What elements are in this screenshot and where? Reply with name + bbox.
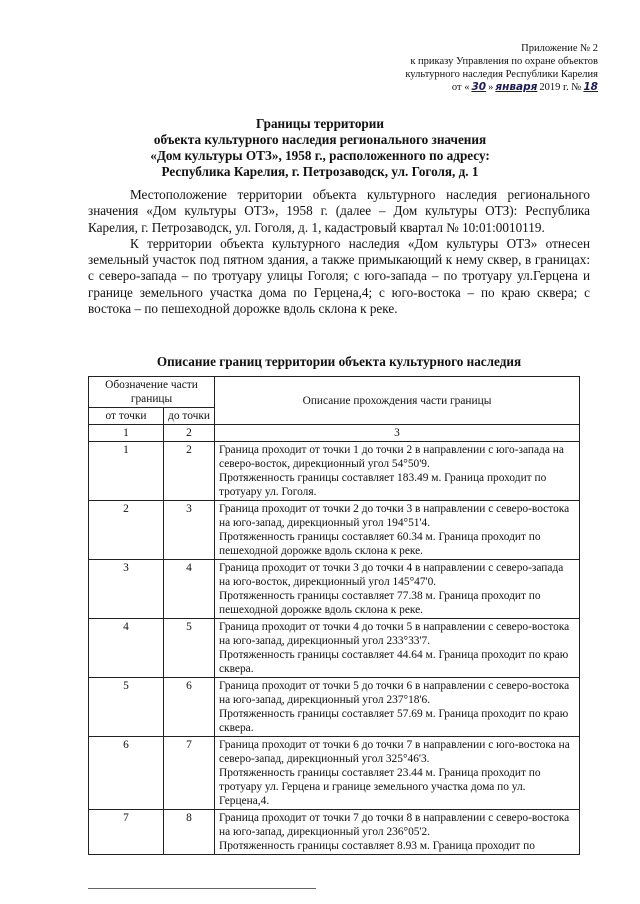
from-point: 5 [89,678,164,737]
segment-direction: Граница проходит от точки 6 до точки 7 в направлении с юго-востока на северо-запад, дирекционный угол 325°46'3. [219,739,570,765]
table-row [89,737,580,810]
order-number-handwritten: 18 [583,81,598,93]
segment-length: Протяженность границы составляет 77.38 м. Граница проходит по пешеходной дорожке вдоль склона к реке. [219,590,541,616]
table-row [89,678,580,737]
title-line-3: «Дом культуры ОТЗ», 1958 г., расположенного по адресу: [150,148,490,163]
column-number-3: 3 [215,425,580,442]
to-point: 8 [164,810,215,855]
to-point: 4 [164,560,215,619]
date-month-handwritten: января [495,81,538,93]
header-description: Описание прохождения части границы [215,377,580,425]
from-point: 3 [89,560,164,619]
date-year: 2019 г. № [539,82,582,93]
page-bottom-rule [88,888,316,889]
paragraph-boundaries: К территории объекта культурного наследия «Дом культуры ОТЗ» отнесен земельный участок под пятном здания, а также примыкающий к нему сквер, в границах: с северо-запада – по тротуару улицы Гоголя; с юго-запада – по тротуару ул.Герцена и границе земельного участка дома по Герцена,4; с юго-востока – по краю сквера; с востока – по пешеходной дорожке вдоль склона к реке. [88,235,590,317]
segment-length: Протяженность границы составляет 183.49 м. Граница проходит по тротуару ул. Гоголя. [219,472,547,498]
segment-description [215,619,580,678]
title-line-4: Республика Карелия, г. Петрозаводск, ул. Гоголя, д. 1 [161,164,479,179]
segment-length: Протяженность границы составляет 23.44 м. Граница проходит по тротуару ул. Герцена и границе земельного участка дома по ул. Герцена,4. [219,767,541,807]
from-point: 2 [89,501,164,560]
segment-direction: Граница проходит от точки 3 до точки 4 в направлении с северо-запада на юго-восток, дирекционный угол 145°47'0. [219,562,564,588]
date-day-handwritten: 30 [471,81,487,93]
segment-length: Протяженность границы составляет 60.34 м. Граница проходит по пешеходной дорожке вдоль склона к реке. [219,531,541,557]
table-number-row [89,425,580,442]
header-from-point: от точки [89,408,164,425]
annex-date-line [358,81,598,94]
segment-length: Протяженность границы составляет 57.69 м. Граница проходит по краю сквера. [219,708,569,734]
annex-line-3: культурного наследия Республики Карелия [405,69,598,80]
segment-description [215,560,580,619]
to-point: 2 [164,442,215,501]
header-to-point: до точки [164,408,215,425]
segment-description [215,501,580,560]
segment-description [215,678,580,737]
segment-direction: Граница проходит от точки 5 до точки 6 в направлении с северо-востока на юго-запад, дирекционный угол 237°18'6. [219,680,570,706]
segment-direction: Граница проходит от точки 4 до точки 5 в направлении с северо-востока на юго-запад, дирекционный угол 233°33'7. [219,621,570,647]
table-row [89,619,580,678]
segment-direction: Граница проходит от точки 2 до точки 3 в направлении с северо-востока на юго-запад, дирекционный угол 194°51'4. [219,503,570,529]
date-prefix: от « [451,82,470,93]
column-number-1: 1 [89,425,164,442]
to-point: 3 [164,501,215,560]
segment-direction: Граница проходит от точки 7 до точки 8 в направлении с северо-востока на юго-запад, дирекционный угол 236°05'2. [219,812,570,838]
header-boundary-part: Обозначение части границы [89,377,215,408]
column-number-2: 2 [164,425,215,442]
to-point: 5 [164,619,215,678]
segment-description [215,810,580,855]
segment-length: Протяженность границы составляет 44.64 м. Граница проходит по краю сквера. [219,649,569,675]
table-row [89,501,580,560]
annex-line-1: Приложение № 2 [521,43,598,54]
table-row [89,810,580,855]
from-point: 6 [89,737,164,810]
table-row [89,560,580,619]
document-title [60,116,580,180]
paragraph-location: Местоположение территории объекта культурного наследия регионального значения «Дом культуры ОТЗ», 1958 г. (далее – Дом культуры ОТЗ): Республика Карелия, г. Петрозаводск, ул. Гоголя, д. 1, кадастровый квартал № 10:01:0010119. [88,187,590,235]
document-body [88,187,590,317]
table-header-row [89,377,580,408]
from-point: 4 [89,619,164,678]
annex-header [358,42,598,94]
from-point: 7 [89,810,164,855]
segment-length: Протяженность границы составляет 8.93 м. Граница проходит по [219,840,535,852]
to-point: 6 [164,678,215,737]
segment-direction: Граница проходит от точки 1 до точки 2 в направлении с юго-запада на северо-восток, дирекционный угол 54°50'9. [219,444,564,470]
annex-line-2: к приказу Управления по охране объектов [410,56,598,67]
table-row [89,442,580,501]
title-line-1: Границы территории [256,116,384,131]
table-body [89,442,580,855]
to-point: 7 [164,737,215,810]
from-point: 1 [89,442,164,501]
boundary-table [88,376,580,855]
date-mid: » [488,82,494,93]
segment-description [215,442,580,501]
segment-description [215,737,580,810]
title-line-2: объекта культурного наследия регионального значения [153,132,487,147]
table-title: Описание границ территории объекта культурного наследия [156,354,522,369]
